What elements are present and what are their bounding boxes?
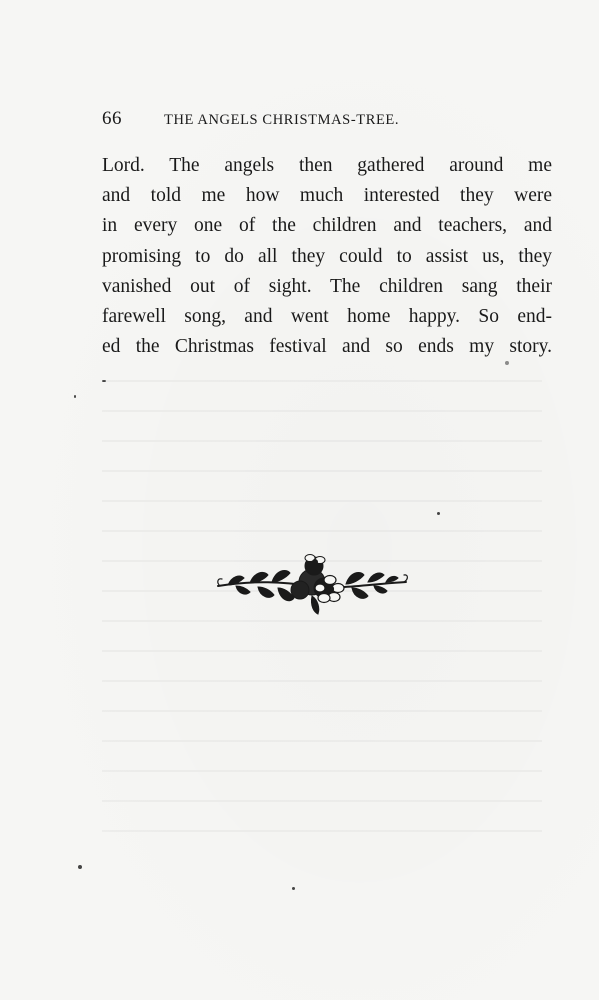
text-line: in every one of the children and teachers, and [102, 215, 552, 237]
page-header [102, 108, 486, 130]
ink-speck [437, 512, 440, 515]
running-head: THE ANGELS CHRISTMAS-TREE. [164, 112, 400, 128]
text-line: promising to do all they could to assist us, they [102, 245, 552, 267]
page-number: 66 [102, 108, 122, 129]
floral-vignette-icon [214, 552, 410, 618]
ink-speck [292, 887, 295, 890]
text-line: and told me how much interested they were [102, 185, 552, 207]
ink-speck [505, 361, 509, 365]
ink-speck [78, 865, 82, 869]
text-line: Lord. The angels then gathered around me [102, 155, 552, 176]
text-line: vanished out of sight. The children sang their [102, 275, 552, 297]
body-paragraph [102, 151, 552, 362]
ink-speck [102, 380, 106, 382]
text-line: farewell song, and went home happy. So end- [102, 306, 552, 328]
text-line: ed the Christmas festival and so ends my story. [102, 336, 552, 358]
ink-speck [74, 395, 76, 398]
